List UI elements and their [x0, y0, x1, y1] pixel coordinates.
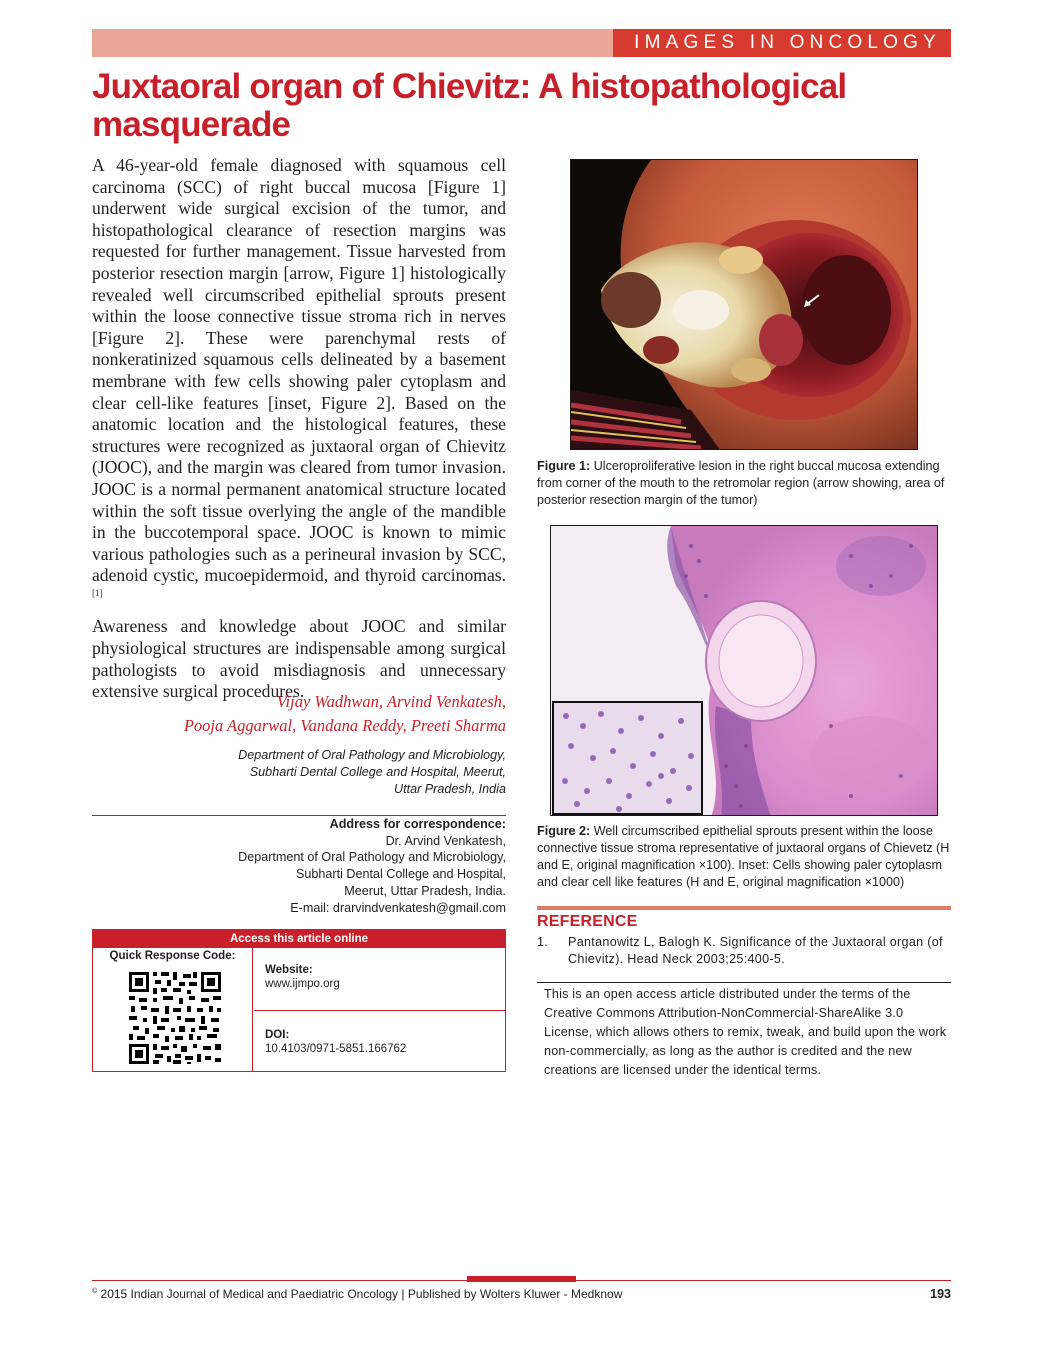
body-paragraph: Awareness and knowledge about JOOC and similar physiological structures are indispensable among surgical pathologists to avoid misdiagnosis and unnecessary extensive surgical procedures. [92, 616, 506, 702]
author-line: Vijay Wadhwan, Arvind Venkatesh, [276, 692, 506, 711]
doi-link[interactable]: 10.4103/0971-5851.166762 [265, 1043, 407, 1055]
reference-item: 1. Pantanowitz L, Balogh K. Significance of the Juxtaoral organ (of Chievitz). Head Neck 2003;25:400-5. [537, 935, 943, 966]
references-heading: REFERENCE [537, 913, 638, 930]
body-paragraph: A 46-year-old female diagnosed with squamous cell carcinoma (SCC) of right buccal mucosa [Figure 1] underwent wide surgical excision of the tumor, and histopathological clearance of resection margins was requested for further management. Tissue harvested from posterior resection margin [arrow, Figure 1] histologically revealed well circumscribed epithelial sprouts present within the loose connective tissue stroma rich in nerves [Figure 2]. These were parenchymal rests of nonkeratinized squamous cells delineated by a basement membrane with few cells showing paler cytoplasm and clear cell-like features [inset, Figure 2]. Based on the anatomic location and the histological features, these structures were recognized as juxtaoral organ of Chievitz (JOOC), and the margin was cleared from tumor invasion. JOOC is a normal permanent anatomical structure located within the soft tissue overlying the angle of the mandible in the buccotemporal space. JOOC is known to mimic various pathologies such as a perineural invasion by SCC, adenoid cystic, mucoepidermoid, and thyroid carcinomas.[1] [92, 155, 506, 599]
correspondence-block: Address for correspondence: Dr. Arvind Venkatesh, Department of Oral Pathology and Microbiology, Subharti Dental College and Hospital, Meerut, Uttar Pradesh, India. E-mail: drarvindvenkatesh@gmail.com [92, 816, 506, 916]
website-label: Website: [265, 964, 313, 976]
website-link[interactable]: www.ijmpo.org [265, 978, 340, 990]
histology-micrograph [551, 526, 938, 816]
access-heading: Access this article online [93, 930, 505, 948]
doi-cell [254, 1011, 505, 1071]
clinical-photo [571, 160, 918, 450]
email-link[interactable]: E-mail: drarvindvenkatesh@gmail.com [290, 900, 506, 915]
author-list [92, 690, 506, 738]
qr-cell [93, 948, 253, 1071]
divider [537, 906, 951, 910]
figure-2-caption: Figure 2: Well circumscribed epithelial sprouts present within the loose connective tissue stroma representative of juxtaoral organs of Chievetz (H and E, original magnification ×100). Inset: Cells showing paler cytoplasm and clear cell like features (H and E, original magnification ×1000) [537, 824, 950, 889]
qr-label: Quick Response Code: [109, 950, 236, 962]
author-line: Pooja Aggarwal, Vandana Reddy, Preeti Sharma [183, 716, 506, 735]
page-number: 193 [930, 1287, 951, 1301]
access-online-box [92, 929, 506, 1072]
article-title: Juxtaoral organ of Chievitz: A histopathological masquerade [92, 67, 847, 144]
figure-1-image [570, 159, 918, 450]
footer-copyright: © 2015 Indian Journal of Medical and Paediatric Oncology | Published by Wolters Kluwer - Medknow [92, 1287, 623, 1301]
figure-1-caption: Figure 1: Ulceroproliferative lesion in the right buccal mucosa extending from corner of the mouth to the retromolar region (arrow showing, area of posterior resection margin of the tumor) [537, 459, 945, 507]
figure-2-image [550, 525, 938, 816]
license-notice: This is an open access article distributed under the terms of the Creative Commons Attribution-NonCommercial-ShareAlike 3.0 License, which allows others to remix, tweak, and build upon the work non-commercially, as long as the author is credited and the new creations are licensed under the identical terms. [544, 987, 947, 1077]
affiliation: Department of Oral Pathology and Microbiology, Subharti Dental College and Hospital, Meerut, Uttar Pradesh, India [238, 748, 506, 796]
section-bar [92, 29, 951, 57]
section-label: IMAGES IN ONCOLOGY [613, 29, 951, 57]
citation-link[interactable]: [1] [92, 588, 103, 599]
correspondence-heading: Address for correspondence: [329, 817, 506, 831]
doi-label: DOI: [265, 1029, 290, 1041]
website-cell [254, 948, 505, 1011]
footer-rule [92, 1280, 951, 1281]
qr-code-icon[interactable] [127, 970, 223, 1066]
divider [537, 982, 951, 983]
footer-accent [467, 1276, 576, 1282]
article-body [92, 155, 506, 711]
